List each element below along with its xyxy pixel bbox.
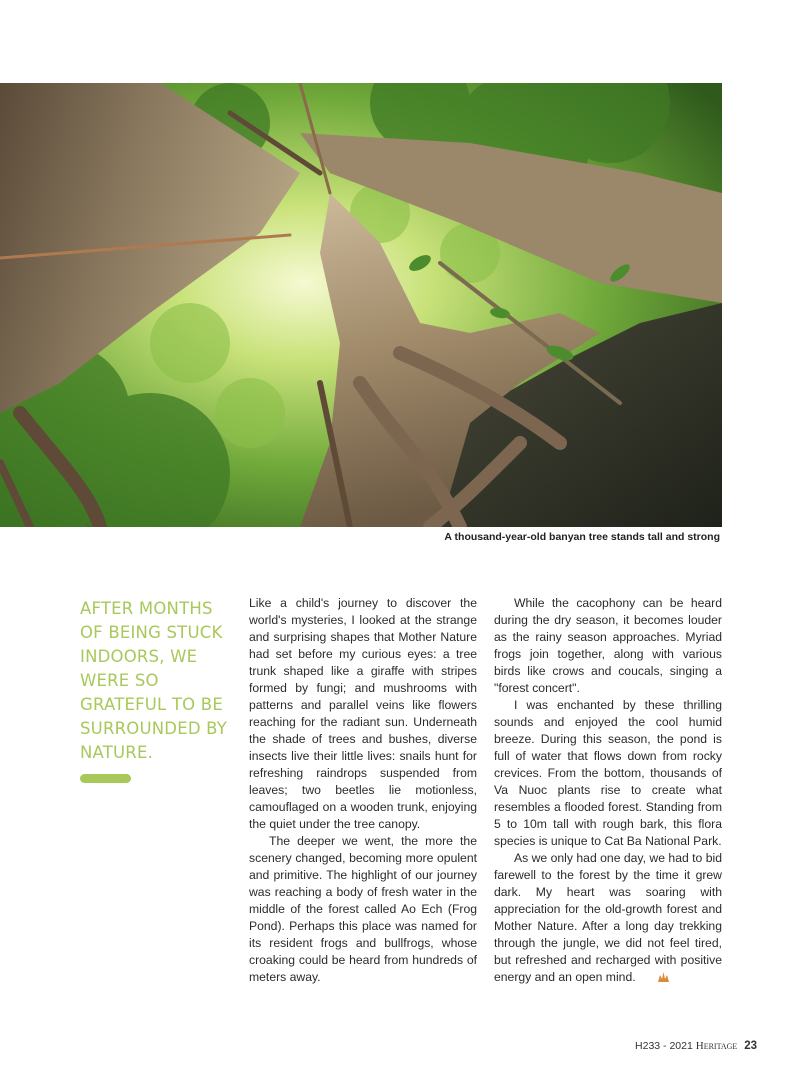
article-paragraph-last (494, 850, 722, 987)
issue-number: H233 - 2021 (635, 1040, 693, 1052)
banyan-tree-photo (0, 83, 722, 527)
magazine-name: Heritage (695, 1040, 738, 1052)
pull-quote: AFTER MONTHS OF BEING STUCK INDOORS, WE WERE SO GRATEFUL TO BE SURROUNDED BY NATURE. (80, 599, 228, 762)
article-paragraph: I was enchanted by these thrilling sounds and enjoyed the cool humid breeze. During this season, the pond is full of water that flows down from rocky crevices. From the bottom, thousands of Va Nuoc plants rise to create what resembles a flooded forest. Standing from 5 to 10m tall with rough bark, this flora species is unique to Cat Ba National Park. (494, 698, 722, 848)
end-of-article-icon (637, 970, 670, 987)
page-folio (635, 1040, 757, 1052)
article-paragraph: The deeper we went, the more the scenery changed, becoming more opulent and primitive. The highlight of our journey was reaching a body of fresh water in the middle of the forest called Ao Ech (Frog Pond). Perhaps this place was named for its resident frogs and bullfrogs, whose croaking could be heard from hundreds of meters away. (249, 834, 477, 984)
page-number: 23 (744, 1040, 757, 1052)
article-paragraph-text: As we only had one day, we had to bid farewell to the forest by the time it grew dark. My heart was soaring with appreciation for the old-growth forest and Mother Nature. After a long day trekking through the jungle, we did not feel tired, but refreshed and recharged with positive energy and an open mind. (494, 851, 722, 984)
article-column-2 (494, 595, 722, 987)
article-paragraph: While the cacophony can be heard during the dry season, it becomes louder as the rainy season approaches. Myriad frogs join together, along with various birds like crows and coucals, singing a "forest concert". (494, 596, 722, 695)
article-paragraph: Like a child's journey to discover the world's mysteries, I looked at the strange and surprising shapes that Mother Nature had set before my curious eyes: a tree trunk shaped like a giraffe with stripes formed by fungi; and mushrooms with patterns and parallel veins like flowers reaching for the radiant sun. Underneath the shade of trees and bushes, diverse insects live their little lives: snails hunt for refreshing raindrops suspended from leaves; two beetles lie motionless, camouflaged on a wooden trunk, enjoying the quiet under the tree canopy. (249, 596, 477, 831)
article-column-1 (249, 595, 477, 986)
pull-quote-accent-bar (80, 774, 131, 783)
photo-caption: A thousand-year-old banyan tree stands tall and strong (444, 531, 720, 543)
